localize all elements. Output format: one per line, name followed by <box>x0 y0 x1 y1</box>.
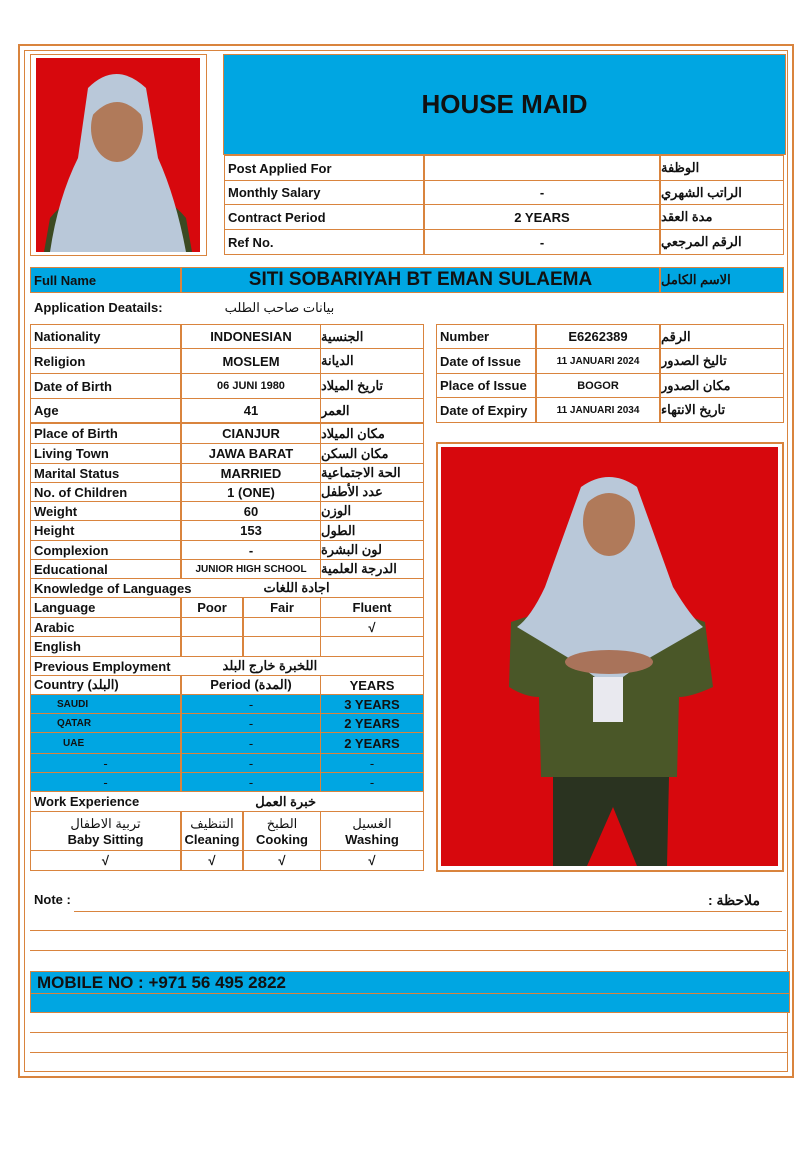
label-marital-status-ar: الحة الاجتماعية <box>320 463 424 483</box>
employment-country: QATAR <box>30 713 181 733</box>
application-details-row <box>30 294 786 321</box>
label-date-of-expiry: Date of Expiry <box>436 397 536 423</box>
value-ref-no: - <box>424 229 660 255</box>
label-place-of-birth: Place of Birth <box>30 423 181 444</box>
label-passport-number-ar: الرقم <box>660 324 784 349</box>
label-educational-ar: الدرجة العلمية <box>320 559 424 579</box>
label-nationality-ar: الجنسية <box>320 324 424 349</box>
page-title: HOUSE MAID <box>223 54 786 155</box>
languages-title-row <box>30 578 424 598</box>
label-full-name: Full Name <box>30 267 181 293</box>
language-name: English <box>30 636 181 657</box>
label-date-of-issue-ar: تاليخ الصدور <box>660 348 784 374</box>
skill-check: √ <box>30 850 181 871</box>
skill-check: √ <box>320 850 424 871</box>
label-contract-period: Contract Period <box>224 204 424 230</box>
employment-years: 2 YEARS <box>320 713 424 733</box>
skill-header <box>30 811 181 851</box>
value-marital-status: MARRIED <box>181 463 321 483</box>
value-educational: JUNIOR HIGH SCHOOL <box>181 559 321 579</box>
label-place-of-issue: Place of Issue <box>436 373 536 398</box>
label-religion: Religion <box>30 348 181 374</box>
label-monthly-salary: Monthly Salary <box>224 180 424 205</box>
value-full-name: SITI SOBARIYAH BT EMAN SULAEMA <box>181 267 660 293</box>
skill-label: Cooking <box>256 831 308 847</box>
skill-check: √ <box>181 850 243 871</box>
footer-line <box>30 1052 788 1053</box>
label-work-experience: Work Experience <box>34 794 140 809</box>
label-weight: Weight <box>30 501 181 521</box>
employment-years: - <box>320 772 424 792</box>
value-no-of-children: 1 (ONE) <box>181 482 321 502</box>
value-passport-number: E6262389 <box>536 324 660 349</box>
label-place-of-issue-ar: مكان الصدور <box>660 373 784 398</box>
employment-header-years: YEARS <box>320 675 424 695</box>
label-previous-employment: Previous Employment <box>34 658 171 674</box>
employment-period: - <box>181 772 321 792</box>
value-place-of-birth: CIANJUR <box>181 423 321 444</box>
label-nationality: Nationality <box>30 324 181 349</box>
skill-header <box>320 811 424 851</box>
languages-header-fluent: Fluent <box>320 597 424 618</box>
employment-title-row <box>30 656 424 676</box>
label-complexion: Complexion <box>30 540 181 560</box>
full-body-photo <box>441 447 778 866</box>
label-date-of-birth: Date of Birth <box>30 373 181 399</box>
label-full-name-ar: الاسم الكامل <box>660 267 784 293</box>
label-note: Note : <box>34 892 71 907</box>
skill-label-ar: التنظيف <box>190 815 234 831</box>
label-note-ar: ملاحظة : <box>707 892 760 908</box>
value-living-town: JAWA BARAT <box>181 443 321 464</box>
languages-header-language: Language <box>30 597 181 618</box>
value-post-applied <box>424 155 660 181</box>
label-application-details-ar: بيانات صاحب الطلب <box>224 299 335 315</box>
label-ref-no-ar: الرقم المرجعي <box>660 229 784 255</box>
label-date-of-issue: Date of Issue <box>436 348 536 374</box>
language-fair <box>243 636 321 657</box>
label-ref-no: Ref No. <box>224 229 424 255</box>
label-living-town-ar: مكان السكن <box>320 443 424 464</box>
mobile-blank-row <box>30 993 790 1013</box>
label-languages-ar: اجادة اللغات <box>263 580 330 595</box>
employment-period: - <box>181 753 321 773</box>
skill-label: Washing <box>345 831 399 847</box>
language-poor <box>181 636 243 657</box>
note-line <box>74 911 782 912</box>
value-religion: MOSLEM <box>181 348 321 374</box>
skill-label-ar: الغسيل <box>352 815 392 831</box>
mobile-number: MOBILE NO : +971 56 495 2822 <box>30 971 790 994</box>
employment-header-country: Country (البلد) <box>30 675 181 695</box>
label-place-of-birth-ar: مكان الميلاد <box>320 423 424 444</box>
label-contract-period-ar: مدة العقد <box>660 204 784 230</box>
label-weight-ar: الوزن <box>320 501 424 521</box>
skill-header <box>181 811 243 851</box>
label-post-applied: Post Applied For <box>224 155 424 181</box>
value-height: 153 <box>181 520 321 541</box>
label-complexion-ar: لون البشرة <box>320 540 424 560</box>
value-date-of-expiry: 11 JANUARI 2034 <box>536 397 660 423</box>
note-line <box>30 950 786 951</box>
label-religion-ar: الديانة <box>320 348 424 374</box>
employment-header-period: Period (المدة) <box>181 675 321 695</box>
value-date-of-issue: 11 JANUARI 2024 <box>536 348 660 374</box>
employment-period: - <box>181 694 321 714</box>
value-nationality: INDONESIAN <box>181 324 321 349</box>
label-post-applied-ar: الوظفة <box>660 155 784 181</box>
label-previous-employment-ar: اللخبرة خارج البلد <box>222 658 318 673</box>
skill-label: Baby Sitting <box>67 831 144 847</box>
label-no-of-children-ar: عدد الأطفل <box>320 482 424 502</box>
value-place-of-issue: BOGOR <box>536 373 660 398</box>
language-name: Arabic <box>30 617 181 637</box>
label-no-of-children: No. of Children <box>30 482 181 502</box>
employment-period: - <box>181 732 321 754</box>
language-fluent: √ <box>320 617 424 637</box>
employment-years: 2 YEARS <box>320 732 424 754</box>
label-date-of-expiry-ar: تاريخ الانتهاء <box>660 397 784 423</box>
language-fluent <box>320 636 424 657</box>
employment-country: - <box>30 753 181 773</box>
label-living-town: Living Town <box>30 443 181 464</box>
label-age: Age <box>30 398 181 423</box>
value-contract-period: 2 YEARS <box>424 204 660 230</box>
employment-period: - <box>181 713 321 733</box>
value-complexion: - <box>181 540 321 560</box>
label-height: Height <box>30 520 181 541</box>
value-monthly-salary: - <box>424 180 660 205</box>
language-poor <box>181 617 243 637</box>
employment-years: 3 YEARS <box>320 694 424 714</box>
skill-header <box>243 811 321 851</box>
label-date-of-birth-ar: تاريخ الميلاد <box>320 373 424 399</box>
label-height-ar: الطول <box>320 520 424 541</box>
skill-label: Cleaning <box>184 831 240 847</box>
value-age: 41 <box>181 398 321 423</box>
employment-years: - <box>320 753 424 773</box>
label-educational: Educational <box>30 559 181 579</box>
label-application-details: Application Deatails: <box>34 300 163 315</box>
label-passport-number: Number <box>436 324 536 349</box>
value-weight: 60 <box>181 501 321 521</box>
employment-country: SAUDI <box>30 694 181 714</box>
label-age-ar: العمر <box>320 398 424 423</box>
value-date-of-birth: 06 JUNI 1980 <box>181 373 321 399</box>
language-fair <box>243 617 321 637</box>
note-line <box>30 930 786 931</box>
label-languages: Knowledge of Languages <box>34 580 192 596</box>
skill-label-ar: الطبخ <box>266 815 298 831</box>
skill-check: √ <box>243 850 321 871</box>
languages-header-fair: Fair <box>243 597 321 618</box>
languages-header-poor: Poor <box>181 597 243 618</box>
employment-country: - <box>30 772 181 792</box>
footer-line <box>30 1032 788 1033</box>
portrait-photo <box>36 58 200 252</box>
work-title-row <box>30 791 424 812</box>
label-work-experience-ar: خبرة العمل <box>255 793 317 809</box>
label-marital-status: Marital Status <box>30 463 181 483</box>
employment-country: UAE <box>30 732 181 754</box>
label-monthly-salary-ar: الراتب الشهري <box>660 180 784 205</box>
skill-label-ar: تربية الاطفال <box>70 815 141 831</box>
